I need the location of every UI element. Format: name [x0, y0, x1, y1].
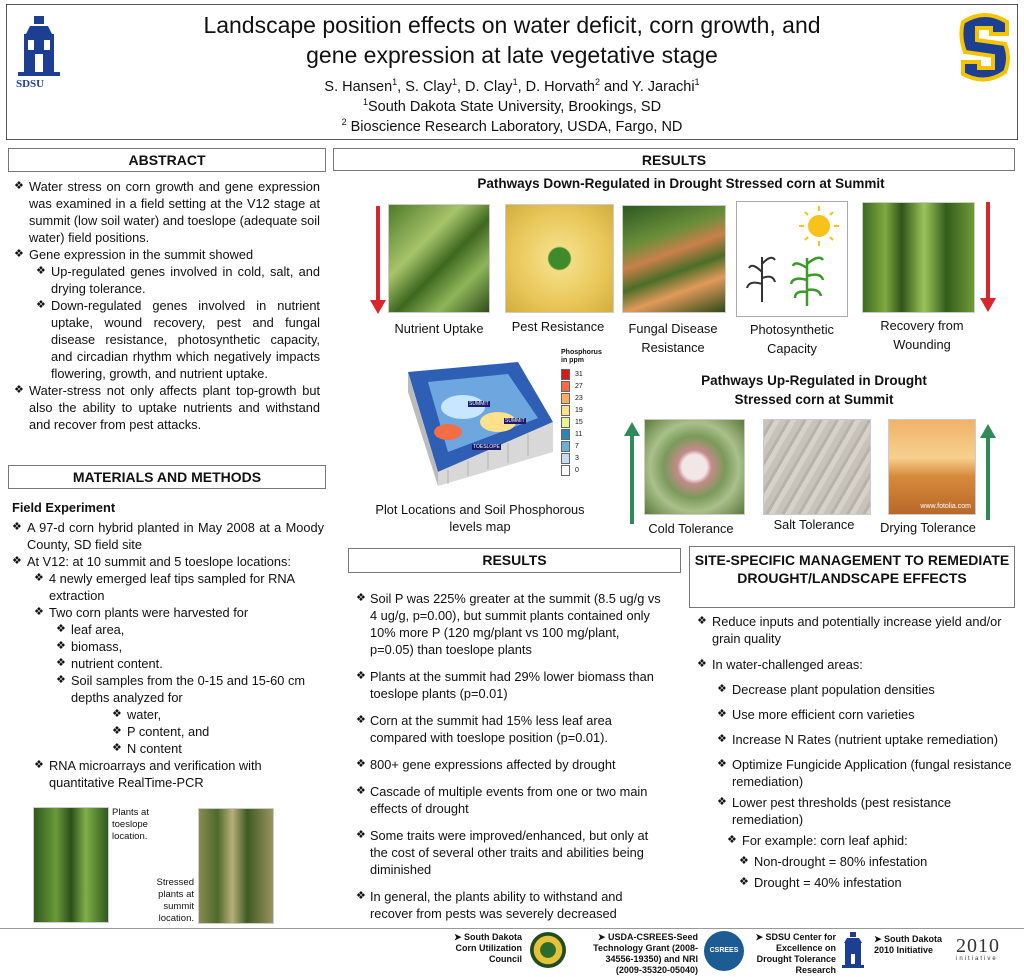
results-point: ❖ Soil P was 225% greater at the summit (8.5 ug/g vs 4 ug/g, p=0.00), but summit plants contained only 10% more P (120 mg/plant vs 100 mg/plant, p=0.05) than toeslope plants — [356, 590, 666, 658]
map-legend-swatch — [561, 441, 570, 452]
methods-subpoint: ❖ P content, and — [112, 723, 324, 740]
map-legend-swatch — [561, 381, 570, 392]
title-line-1: Landscape position effects on water deficit, corn growth, and — [203, 12, 821, 38]
map-legend-row — [561, 416, 601, 428]
photosynthetic-capacity-illustration — [736, 201, 848, 317]
methods-subpoint: ❖ biomass, — [56, 638, 324, 655]
affiliation-1: $^1$South Dakota State University, Brookings, SD — [362, 97, 662, 115]
down-arrow-right — [978, 202, 998, 314]
sdsu-jackrabbit-logo — [955, 12, 1015, 84]
results-point: ❖ Cascade of multiple events from one or two main effects of drought — [356, 783, 666, 817]
management-subpoint: ❖ Use more efficient corn varieties — [717, 706, 1013, 723]
map-label-toeslope: TOESLOPE — [473, 444, 500, 450]
results-heading-top: RESULTS — [333, 148, 1015, 171]
toeslope-plants-photo — [33, 807, 109, 923]
map-legend-row — [561, 380, 601, 392]
abstract-subpoint: ❖ Up-regulated genes involved in cold, salt, and drying tolerance. — [36, 263, 320, 297]
down-item-label: Fungal Disease Resistance — [628, 321, 718, 355]
field-experiment-subheading: Field Experiment — [12, 500, 116, 515]
management-subpoint: ❖ Decrease plant population densities — [717, 681, 1013, 698]
map-legend-swatch — [561, 453, 570, 464]
affiliation-2: $^2$ Bioscience Research Laboratory, USDA, Fargo, ND — [341, 117, 683, 135]
poster-title — [120, 10, 904, 70]
map-legend-row — [561, 464, 601, 476]
summit-plants-photo — [198, 808, 274, 924]
abstract-point: ❖ Gene expression in the summit showed — [14, 246, 320, 263]
methods-point: ❖ RNA microarrays and verification with quantitative RealTime-PCR — [34, 757, 324, 791]
map-legend-row — [561, 368, 601, 380]
map-legend-value: 23 — [575, 394, 583, 402]
map-legend-swatch — [561, 405, 570, 416]
summit-photo-caption: Stressed plants at summit location. — [156, 877, 194, 924]
results-body — [356, 590, 666, 932]
sd-2010-logo-text: 2010 — [956, 935, 1000, 957]
abstract-point: ❖ Water-stress not only affects plant top-growth but also the ability to uptake nutrients and withstand and recover from pest attacks. — [14, 382, 320, 433]
map-legend-row — [561, 404, 601, 416]
methods-subpoint: ❖ nutrient content. — [56, 655, 324, 672]
map-legend-swatch — [561, 465, 570, 476]
map-legend-value: 0 — [575, 466, 579, 474]
csrees-logo: CSREES — [704, 931, 744, 971]
map-legend-value: 31 — [575, 370, 583, 378]
results-point: ❖ Plants at the summit had 29% lower biomass than toeslope plants (p=0.01) — [356, 668, 666, 702]
toeslope-photo-caption: Plants at toeslope location. — [112, 807, 149, 842]
results-point: ❖ Some traits were improved/enhanced, but only at the cost of several other traits and abilities being diminished — [356, 827, 666, 878]
sdsu-footer-logo — [840, 930, 866, 974]
map-legend-swatch — [561, 417, 570, 428]
methods-subpoint: ❖ Two corn plants were harvested for — [34, 604, 324, 621]
title-line-2: gene expression at late vegetative stage — [306, 42, 718, 68]
results-point: ❖ 800+ gene expressions affected by drought — [356, 756, 666, 773]
up-item-label: Cold Tolerance — [648, 521, 734, 536]
results-point: ❖ Corn at the summit had 15% less leaf area compared with toeslope position (p=0.01). — [356, 712, 666, 746]
management-subpoint: ❖ Lower pest thresholds (pest resistance remediation) — [717, 794, 1013, 828]
sdsu-campanile-logo — [14, 12, 64, 92]
up-regulated-title: Pathways Up-Regulated in Drought Stressed corn at Summit — [701, 373, 927, 407]
results-point: ❖ In general, the plants ability to withstand and recover from pests was severely decreased — [356, 888, 666, 922]
corn-council-logo — [530, 932, 566, 968]
methods-subpoint: ❖ 4 newly emerged leaf tips sampled for RNA extraction — [34, 570, 324, 604]
management-point: ❖ In water-challenged areas: — [697, 656, 1013, 673]
photo-watermark: www.fotolia.com — [920, 503, 971, 510]
management-subpoint: ❖ Drought = 40% infestation — [739, 874, 1013, 891]
map-legend-value: 3 — [575, 454, 579, 462]
methods-subpoint: ❖ water, — [112, 706, 324, 723]
map-legend-value: 11 — [575, 430, 583, 438]
up-arrow-left — [622, 420, 642, 526]
down-item-label: Nutrient Uptake — [394, 321, 484, 336]
map-label-summit: SUMMIT — [469, 401, 489, 407]
sd-2010-logo — [956, 936, 1016, 966]
up-item-label: Salt Tolerance — [773, 517, 855, 532]
sdsu-logo-text: SDSU — [16, 78, 45, 90]
sd-2010-logo-subtext: initiative — [956, 956, 998, 962]
results-heading-bottom: RESULTS — [348, 548, 681, 573]
map-legend-value: 7 — [575, 442, 579, 450]
map-label-summit: SUMMIT — [505, 418, 525, 424]
map-legend-value: 19 — [575, 406, 583, 414]
abstract-subpoint: ❖ Down-regulated genes involved in nutrient uptake, wound recovery, pest and fungal disease resistance, photosynthetic capacity, and circadian rhythm which negatively impacts flowering, growth, and nutrient uptake. — [36, 297, 320, 382]
map-legend-row — [561, 452, 601, 464]
map-legend-swatch — [561, 393, 570, 404]
down-item-label: Photosynthetic Capacity — [750, 322, 834, 356]
map-legend-title: Phosphorus in ppm — [561, 349, 602, 364]
methods-body — [12, 499, 324, 791]
down-item-label: Pest Resistance — [511, 319, 605, 334]
methods-point: ❖ A 97-d corn hybrid planted in May 2008 at a Moody County, SD field site — [12, 519, 324, 553]
map-legend-value: 27 — [575, 382, 583, 390]
salt-tolerance-photo — [763, 419, 871, 515]
author-list: S. Hansen$^1$, S. Clay$^1$, D. Clay$^1$, D. Horvath$^2$ and Y. Jarachi$^1$ — [324, 77, 700, 95]
down-item-label: Recovery from Wounding — [880, 318, 964, 352]
management-point: ❖ Reduce inputs and potentially increase yield and/or grain quality — [697, 613, 1013, 647]
map-legend-rows — [561, 368, 601, 476]
management-body — [697, 613, 1013, 891]
down-regulated-title: Pathways Down-Regulated in Drought Stressed corn at Summit — [477, 176, 885, 191]
management-subpoint: ❖ For example: corn leaf aphid: — [727, 832, 1013, 849]
map-legend-swatch — [561, 369, 570, 380]
fungal-disease-photo — [622, 205, 726, 313]
recovery-from-wounding-photo — [862, 202, 975, 313]
map-caption: Plot Locations and Soil Phosphorous levels map — [375, 502, 585, 534]
nutrient-uptake-photo — [388, 204, 490, 313]
cold-tolerance-photo — [644, 419, 745, 515]
management-heading: SITE-SPECIFIC MANAGEMENT TO REMEDIATE DROUGHT/LANDSCAPE EFFECTS — [689, 546, 1015, 608]
methods-heading: MATERIALS AND METHODS — [8, 465, 326, 489]
sponsor-usda-csrees: ➤ USDA-CSREES-Seed Technology Grant (2008-34556-19350) and NRI (2009-35320-05040) — [593, 932, 698, 975]
drying-tolerance-photo — [888, 419, 976, 515]
management-subpoint: ❖ Increase N Rates (nutrient uptake remediation) — [717, 731, 1013, 748]
map-legend-row — [561, 392, 601, 404]
abstract-heading: ABSTRACT — [8, 148, 326, 172]
down-arrow-left — [368, 206, 388, 316]
sponsor-sdsu-drought-center: ➤ SDSU Center for Excellence on Drought Tolerance Research — [755, 932, 836, 975]
map-legend-row — [561, 428, 601, 440]
up-arrow-right — [978, 422, 998, 522]
management-subpoint: ❖ Optimize Fungicide Application (fungal resistance remediation) — [717, 756, 1013, 790]
abstract-point: ❖ Water stress on corn growth and gene expression was examined in a field setting at the V12 stage at summit (low soil water) and toeslope (adequate soil water) field positions. — [14, 178, 320, 246]
pest-resistance-photo — [505, 204, 614, 313]
abstract-body — [14, 178, 320, 433]
map-legend-swatch — [561, 429, 570, 440]
management-subpoint: ❖ Non-drought = 80% infestation — [739, 853, 1013, 870]
map-legend — [561, 349, 601, 489]
up-item-label: Drying Tolerance — [880, 520, 976, 535]
methods-point: ❖ At V12: at 10 summit and 5 toeslope locations: — [12, 553, 324, 570]
methods-subpoint: ❖ leaf area, — [56, 621, 324, 638]
methods-subpoint: ❖ N content — [112, 740, 324, 757]
sponsor-sd-2010: ➤ South Dakota 2010 Initiative — [874, 934, 943, 955]
map-legend-value: 15 — [575, 418, 583, 426]
methods-subpoint: ❖ Soil samples from the 0-15 and 15-60 cm depths analyzed for — [56, 672, 324, 706]
map-legend-row — [561, 440, 601, 452]
soil-phosphorus-map — [368, 352, 568, 490]
sponsor-corn-council: ➤ South Dakota Corn Utilization Council — [453, 932, 522, 964]
